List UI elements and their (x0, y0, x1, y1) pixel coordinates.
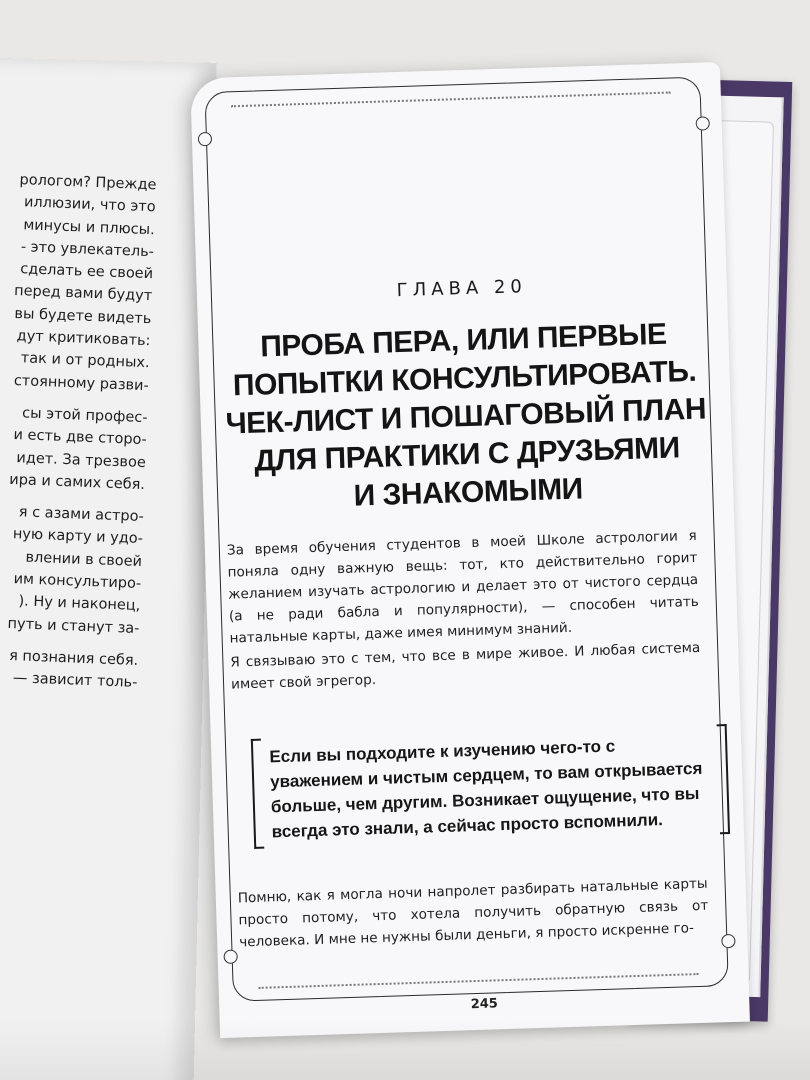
left-page-line: сделать ее своей (19, 261, 154, 283)
right-page (190, 62, 750, 1038)
left-page-line: сы этой профес- (21, 405, 148, 427)
left-page-line: ). Ну и наконец, (18, 593, 141, 615)
table-surface (0, 1020, 810, 1080)
title-line: ПРОБА ПЕРА, ИЛИ ПЕРВЫЕ (259, 317, 668, 364)
chapter-title (208, 314, 724, 520)
left-page-line: путь и станут за- (7, 615, 140, 637)
title-line: ДЛЯ ПРАКТИКИ С ДРУЗЬЯМИ (253, 431, 681, 478)
left-page-line: так и от родных. (20, 350, 150, 372)
paragraph: Помню, как я могла ночи напролет разбирать натальные карты просто потому, что хотела получить обратную связь от человека. И мне не нужны были деньги, я просто искренне го- (237, 875, 709, 951)
left-page-text (0, 168, 157, 694)
left-page-line: ира и самих себя. (9, 471, 146, 493)
left-page-line: иллюзии, что это (23, 194, 156, 216)
title-line: ЧЕК-ЛИСТ И ПОШАГОВЫЙ ПЛАН (225, 392, 707, 441)
left-page-line: идет. За трезвое (16, 449, 147, 471)
corner-ornament-icon (721, 934, 735, 948)
left-page-line: стоянному разви- (13, 372, 150, 394)
page-number: 245 (470, 996, 499, 1013)
left-page-line: им консультиро- (13, 571, 142, 593)
corner-ornament-icon (696, 116, 710, 130)
left-page-line: и есть две сторо- (13, 427, 147, 449)
left-page-line: минусы и плюсы. (23, 216, 156, 238)
left-page-line: я с азами астро- (18, 504, 145, 526)
left-page-line: перед вами будут (13, 283, 153, 305)
left-page-line: рологом? Прежде (19, 172, 157, 194)
chapter-label: ГЛАВА 20 (396, 276, 528, 302)
paragraph: Я связываю это с тем, что все в мире живое. И любая система имеет свой эгрегор. (230, 639, 701, 693)
pull-quote: Если вы подходите к изучению чего-то с уважением и чистым сердцем, то вам открывается больше, чем другим. Возникает ощущение, что вы всегда это знали, а сейчас просто вспомнили. (251, 730, 730, 845)
left-page-line: ную карту и удо- (12, 526, 144, 548)
title-line: И ЗНАКОМЫМИ (353, 472, 584, 513)
left-page-line: влении в своей (25, 549, 143, 570)
left-page-line: — зависит толь- (12, 670, 138, 692)
left-page-line: я познания себя. (8, 647, 139, 669)
left-page-line: - это увлекатель- (20, 239, 155, 261)
paragraph: За время обучения студентов в моей Школе астрологии я поняла одну важную вещь: тот, кто действительно горит желанием изучать астрологию и делает это от чистого сердца (а не ради бабла и популярности), — способен читать натальные карты, даже имея минимум знаний. (226, 527, 699, 647)
left-page-line: дут критиковать: (16, 328, 151, 350)
left-page-line: вы будете видеть (14, 305, 152, 328)
title-line: ПОПЫТКИ КОНСУЛЬТИРОВАТЬ. (232, 354, 697, 403)
